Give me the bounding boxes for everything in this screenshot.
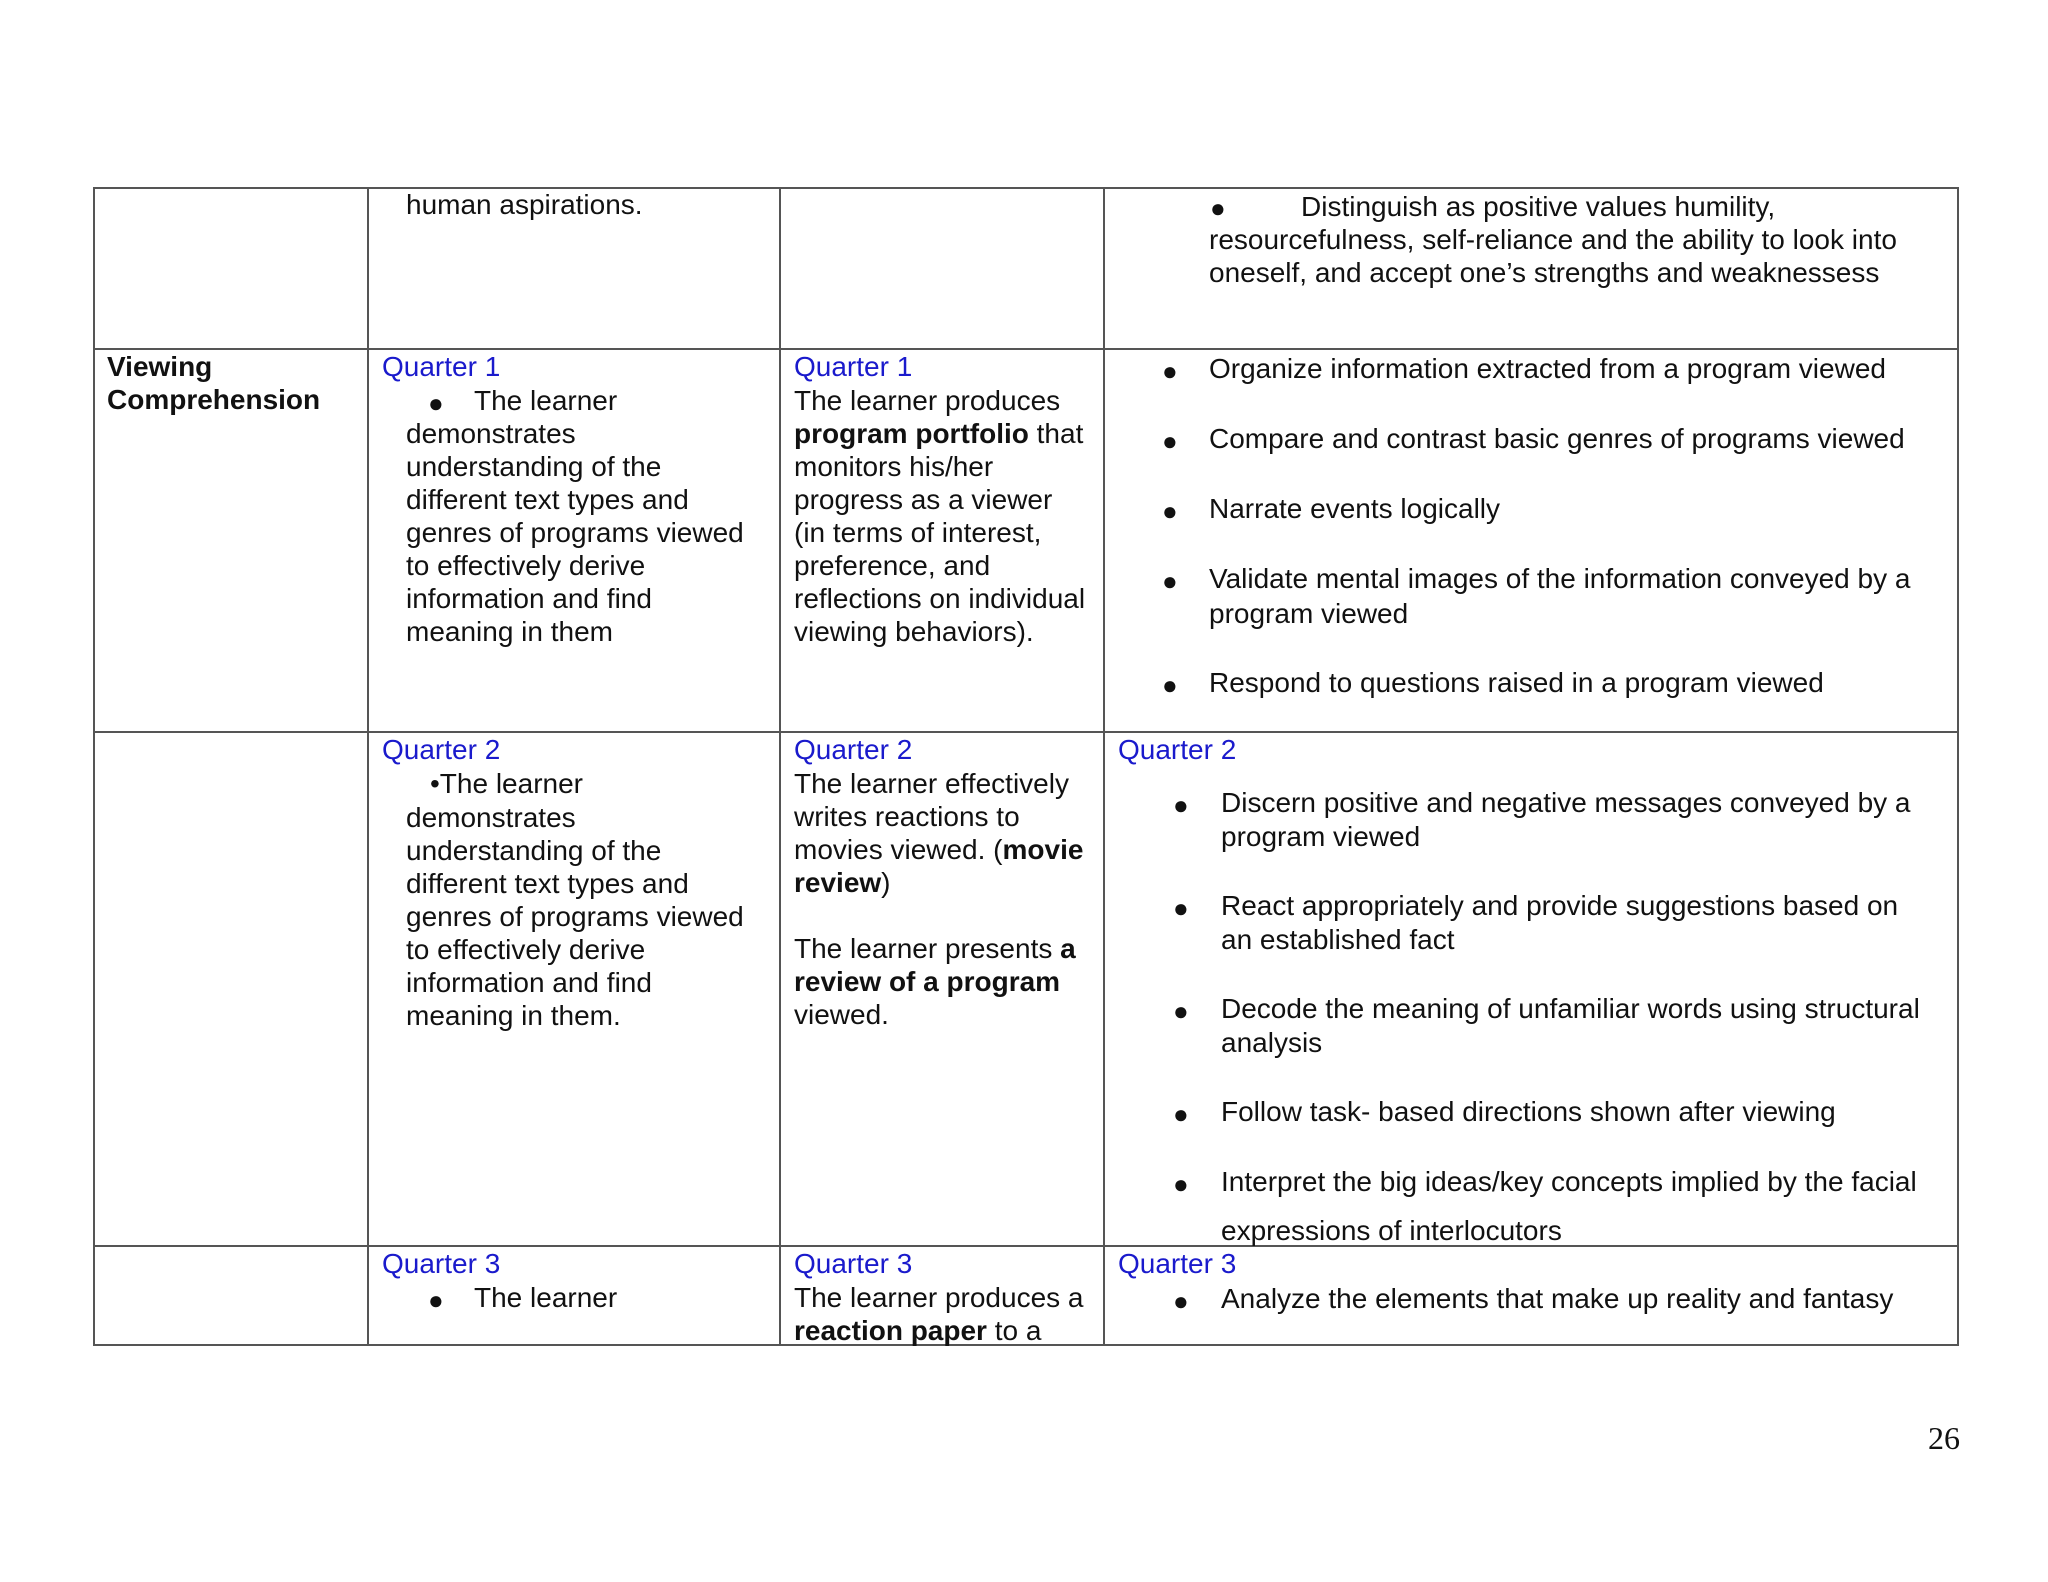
quarter-label: Quarter 3 [1118,1248,1237,1279]
competency-item: React appropriately and provide suggestions based on [1221,890,1899,921]
bullet-icon: ● [428,388,444,418]
bullet-icon: ● [1173,1099,1189,1129]
quarter-label: Quarter 3 [382,1248,501,1279]
quarter-label: Quarter 2 [1118,734,1237,765]
bullet-icon: ● [1173,1169,1189,1199]
competency-item: Distinguish as positive values humility, resourcefulness, self-reliance and the ability to look into oneself, and accept one’s strengths and weaknessess [1209,191,1897,288]
page-number: 26 [1928,1420,1960,1456]
table-divider [93,731,1959,733]
table-divider [779,187,781,1346]
bullet-icon: ● [1173,893,1189,923]
competency-item: Validate mental images of the information conveyed by a [1209,563,1911,594]
quarter-label: Quarter 2 [794,734,913,765]
bullet-icon: ● [1162,356,1178,386]
bullet-icon: ● [1173,996,1189,1026]
competency-item: Interpret the big ideas/key concepts implied by the facial [1221,1166,1917,1197]
bullet-icon: ● [1173,1286,1189,1316]
bullet-icon: ● [1173,790,1189,820]
competency-item: Compare and contrast basic genres of programs viewed [1209,423,1905,454]
competency-item: Analyze the elements that make up reality and fantasy [1221,1283,1894,1314]
competency-item: program viewed [1209,598,1409,629]
competency-item: Discern positive and negative messages conveyed by a [1221,787,1911,818]
competency-item: Organize information extracted from a program viewed [1209,353,1886,384]
bullet-icon: ● [1162,670,1178,700]
table-divider [93,1245,1959,1247]
content-standard-line: The learner [474,385,618,416]
bullet-icon: ● [428,1285,444,1315]
bullet-icon: ● [1162,426,1178,456]
competency-item: Decode the meaning of unfamiliar words using structural [1221,993,1920,1024]
content-standard-text: human aspirations. [406,189,643,220]
competency-item: Respond to questions raised in a program viewed [1209,667,1824,698]
competency-item: program viewed [1221,821,1421,852]
content-standard-line: •The learner [430,768,583,799]
quarter-label: Quarter 1 [382,351,501,382]
table-divider [367,187,369,1346]
bullet-icon: ● [1162,496,1178,526]
bullet-icon: ● [1162,566,1178,596]
bullet-icon: ● [1210,193,1226,223]
domain-title: Viewing Comprehension [107,351,321,415]
content-standard-text: demonstrates understanding of the different text types and genres of programs viewed to effectively derive information and find meaning in them. [406,802,744,1031]
competency-item: expressions of interlocutors [1221,1215,1562,1246]
quarter-label: Quarter 1 [794,351,913,382]
competency-item: Narrate events logically [1209,493,1501,524]
performance-standard-text: The learner effectively writes reactions to movies viewed. (movie review) The learner presents a review of a program viewed. [794,768,1084,1030]
table-divider [93,348,1959,350]
competency-item: an established fact [1221,924,1455,955]
quarter-label: Quarter 2 [382,734,501,765]
quarter-label: Quarter 3 [794,1248,913,1279]
performance-standard-text: The learner produces program portfolio that monitors his/her progress as a viewer (in terms of interest, preference, and reflections on individual viewing behaviors). [794,385,1086,647]
performance-standard-text: The learner produces a reaction paper to a [794,1282,1084,1346]
table-divider [1103,187,1105,1346]
content-standard-line: The learner [474,1282,618,1313]
competency-item: Follow task- based directions shown after viewing [1221,1096,1836,1127]
content-standard-text: demonstrates understanding of the different text types and genres of programs viewed to effectively derive information and find meaning in them [406,418,744,647]
competency-item: analysis [1221,1027,1323,1058]
